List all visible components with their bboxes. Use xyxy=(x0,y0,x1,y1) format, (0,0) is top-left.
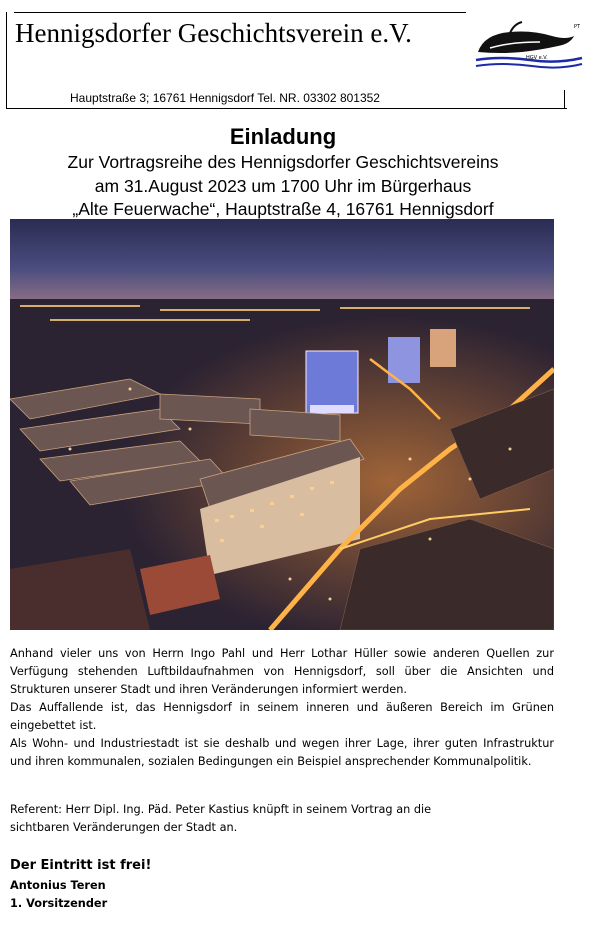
body-text xyxy=(10,645,554,771)
svg-text:HGV e.V.: HGV e.V. xyxy=(526,55,548,61)
referent-section xyxy=(10,801,554,837)
admission-note: Der Eintritt ist frei! xyxy=(10,858,152,873)
letterhead-address: Hauptstraße 3; 16761 Hennigsdorf Tel. NR. 03302 801352 xyxy=(70,91,380,105)
signer-role: 1. Vorsitzender xyxy=(10,897,108,910)
paragraph-green-city: Das Auffallende ist, das Hennigsdorf in seinem inneren und äußeren Bereich im Grünen eingebettet ist. xyxy=(10,701,554,732)
referent-line-2: sichtbaren Veränderungen der Stadt an. xyxy=(10,821,238,834)
invitation-line-series: Zur Vortragsreihe des Hennigsdorfer Geschichtsvereins xyxy=(67,152,499,172)
paragraph-residential-industrial: Als Wohn- und Industriestadt ist sie deshalb und wegen ihrer Lage, ihrer guten Infrastruktur und ihren kommunalen, sozialen Bedingungen ein Beispiel ansprechender Kommunalpolitik. xyxy=(10,737,554,768)
society-logo xyxy=(470,12,588,76)
invitation-title: Einladung xyxy=(229,124,337,149)
society-name: Hennigsdorfer Geschichtsverein e.V. xyxy=(15,18,412,48)
signer-name: Antonius Teren xyxy=(10,879,106,892)
paragraph-aerial-photos: Anhand vieler uns von Herrn Ingo Pahl und Herr Lothar Hüller sowie anderen Quellen zur Verfügung stehenden Luftbildaufnahmen von Hennigsdorf, soll über die Ansichten und Strukturen unserer Stadt und ihren Veränderungen informiert werden. xyxy=(10,647,554,696)
letterhead-right-rule xyxy=(564,90,565,109)
aerial-night-photo xyxy=(10,219,554,630)
referent-line-1: Referent: Herr Dipl. Ing. Päd. Peter Kastius knüpft in seinem Vortrag an die xyxy=(10,803,432,816)
invitation-line-date: am 31.August 2023 um 1700 Uhr im Bürgerhaus xyxy=(94,176,472,196)
invitation-line-venue: „Alte Feuerwache“, Hauptstraße 4, 16761 Hennigsdorf xyxy=(72,199,494,219)
svg-text:PT: PT xyxy=(574,24,581,30)
